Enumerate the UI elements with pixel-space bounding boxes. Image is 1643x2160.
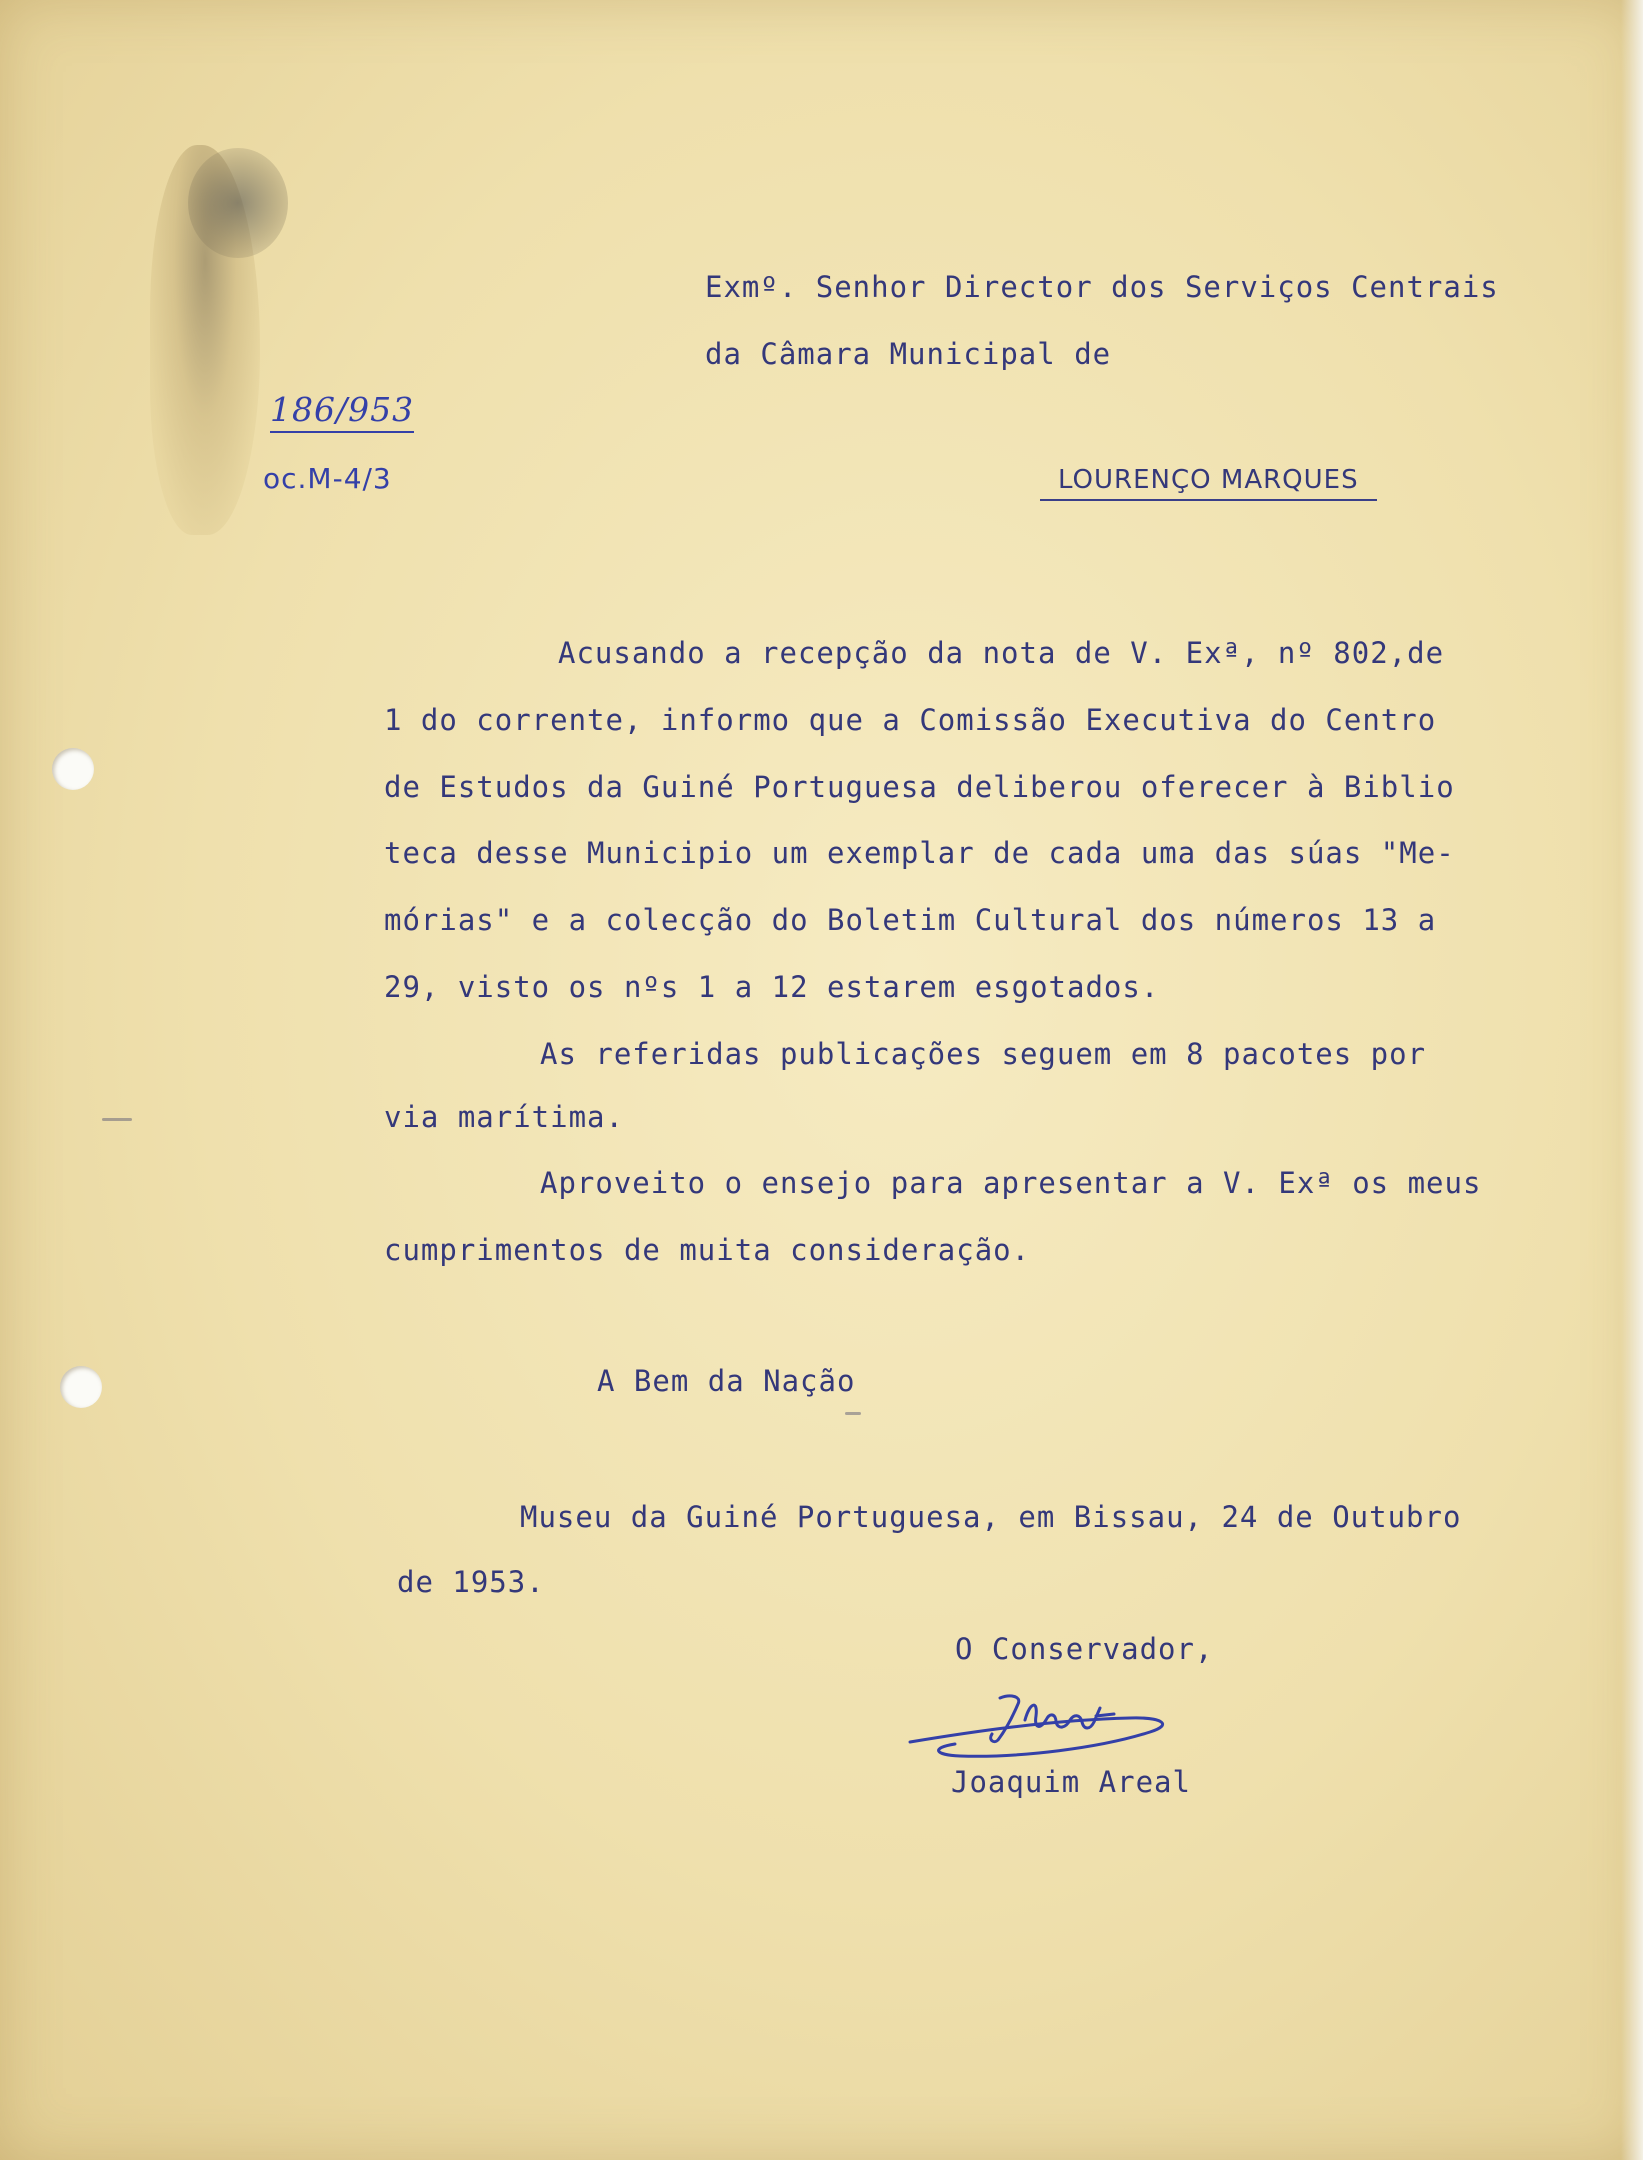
- process-code: oc.M-4/3: [263, 462, 392, 495]
- body-line: mórias" e a colecção do Boletim Cultural dos números 13 a: [384, 903, 1437, 937]
- body-line: As referidas publicações seguem em 8 pacotes por: [540, 1037, 1427, 1071]
- body-line: de Estudos da Guiné Portuguesa deliberou oferecer à Biblio: [384, 770, 1455, 804]
- addressee-line-2: da Câmara Municipal de: [705, 337, 1112, 371]
- signer-name: Joaquim Areal: [951, 1765, 1191, 1799]
- addressee-city: LOURENÇO MARQUES: [1040, 465, 1377, 501]
- ink-smudge: [845, 1412, 861, 1415]
- water-stain-dark-spot: [188, 148, 288, 258]
- ink-smudge: [102, 1118, 132, 1121]
- signoff-title: O Conservador,: [955, 1632, 1214, 1666]
- punch-hole-bottom: [60, 1366, 102, 1408]
- body-line: teca desse Municipio um exemplar de cada uma das súas "Me-: [384, 836, 1455, 870]
- body-line: 1 do corrente, informo que a Comissão Executiva do Centro: [384, 703, 1437, 737]
- reference-number: 186/953: [270, 390, 414, 433]
- addressee-line-1: Exmº. Senhor Director dos Serviços Centrais: [705, 270, 1499, 304]
- place-date-line-2: de 1953.: [397, 1565, 545, 1599]
- body-line: cumprimentos de muita consideração.: [384, 1233, 1031, 1267]
- handwritten-signature: [900, 1680, 1220, 1770]
- body-line: Acusando a recepção da nota de V. Exª, nº 802,de: [558, 636, 1445, 670]
- paper-right-edge: [1621, 0, 1643, 2160]
- body-line: Aproveito o ensejo para apresentar a V. Exª os meus: [540, 1166, 1482, 1200]
- closing-salutation: A Bem da Nação: [597, 1364, 856, 1398]
- body-line: 29, visto os nºs 1 a 12 estarem esgotados.: [384, 970, 1160, 1004]
- body-line: via marítima.: [384, 1100, 624, 1134]
- punch-hole-top: [52, 748, 94, 790]
- place-date-line-1: Museu da Guiné Portuguesa, em Bissau, 24 de Outubro: [520, 1500, 1462, 1534]
